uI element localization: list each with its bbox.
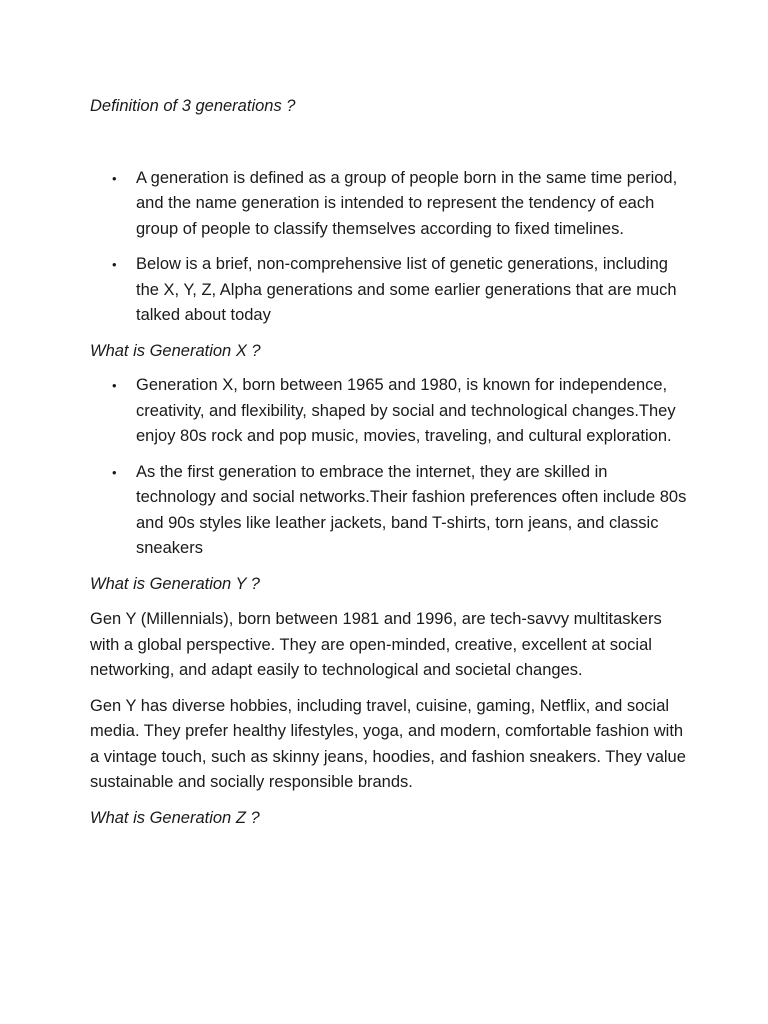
bullet-icon: • xyxy=(112,378,117,393)
bullet-icon: • xyxy=(112,257,117,272)
definition-bullet-list xyxy=(90,166,690,329)
bullet-item xyxy=(90,252,690,329)
paragraph-generation-y-2: Gen Y has diverse hobbies, including travel, cuisine, gaming, Netflix, and social media. They prefer healthy lifestyles, yoga, and modern, comfortable fashion with a vintage touch, such as skinny jeans, hoodies, and fashion sneakers. They value sustainable and socially responsible brands. xyxy=(90,696,686,791)
generation-x-bullet-list xyxy=(90,373,690,562)
heading-generation-x: What is Generation X ? xyxy=(90,341,261,360)
bullet-text: Below is a brief, non-comprehensive list of genetic generations, including the X, Y, Z, Alpha generations and some earlier generations that are much talked about today xyxy=(136,255,677,324)
bullet-text: A generation is defined as a group of people born in the same time period, and the name generation is intended to represent the tendency of each group of people to classify themselves according to fixed timelines. xyxy=(136,168,678,238)
bullet-item xyxy=(90,373,690,450)
heading-generation-y: What is Generation Y ? xyxy=(90,574,260,593)
bullet-item xyxy=(90,460,690,562)
bullet-icon: • xyxy=(112,464,117,480)
document-body xyxy=(90,94,690,831)
heading-generation-z: What is Generation Z ? xyxy=(90,808,260,827)
bullet-item xyxy=(90,166,690,243)
bullet-text: Generation X, born between 1965 and 1980, is known for independence, creativity, and flexibility, shaped by social and technological changes.They enjoy 80s rock and pop music, movies, traveling, and cultural exploration. xyxy=(136,376,676,445)
heading-definition: Definition of 3 generations ? xyxy=(90,97,296,115)
paragraph-generation-y-1: Gen Y (Millennials), born between 1981 and 1996, are tech-savvy multitaskers with a global perspective. They are open-minded, creative, excellent at social networking, and adapt easily to technological and societal changes. xyxy=(90,610,662,679)
bullet-text: As the first generation to embrace the internet, they are skilled in technology and social networks.Their fashion preferences often include 80s and 90s styles like leather jackets, band T-shirts, torn jeans, and classic sneakers xyxy=(136,462,687,557)
bullet-icon: • xyxy=(112,170,117,186)
